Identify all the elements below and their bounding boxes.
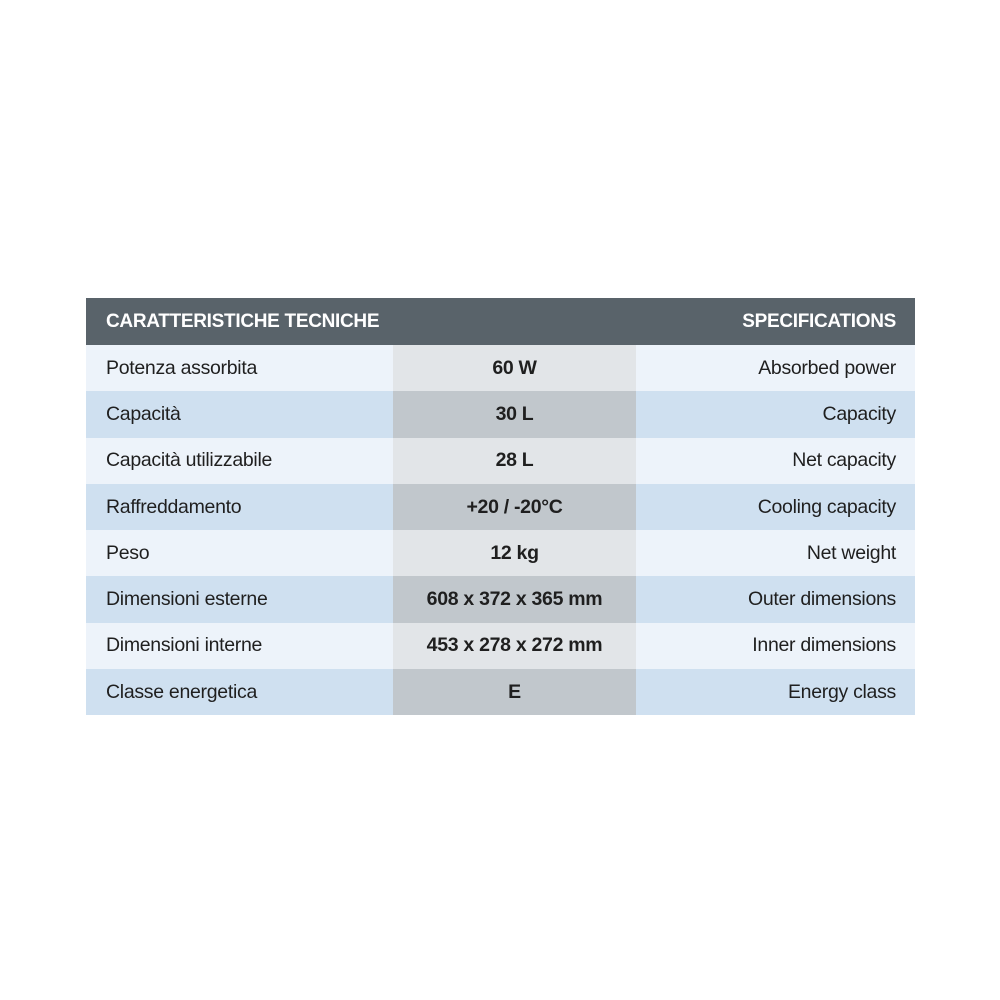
row-value: 608 x 372 x 365 mm [393,576,636,622]
table-row [86,391,915,437]
row-value: E [393,669,636,715]
row-label-english: Cooling capacity [636,484,915,530]
table-row [86,484,915,530]
row-label-english: Capacity [636,391,915,437]
table-row [86,438,915,484]
spec-table [86,298,915,715]
row-label-english: Inner dimensions [636,623,915,669]
row-label-italian: Capacità [86,391,393,437]
row-label-italian: Peso [86,530,393,576]
row-value: 30 L [393,391,636,437]
row-label-italian: Potenza assorbita [86,345,393,391]
row-label-english: Net capacity [636,438,915,484]
spec-table-header [86,298,915,345]
row-label-english: Net weight [636,530,915,576]
table-row [86,669,915,715]
row-label-italian: Dimensioni esterne [86,576,393,622]
row-value: 28 L [393,438,636,484]
row-label-italian: Dimensioni interne [86,623,393,669]
row-label-english: Outer dimensions [636,576,915,622]
row-label-italian: Classe energetica [86,669,393,715]
table-row [86,576,915,622]
table-row [86,530,915,576]
row-label-english: Absorbed power [636,345,915,391]
table-row [86,345,915,391]
table-row [86,623,915,669]
row-value: 453 x 278 x 272 mm [393,623,636,669]
header-title-italian: CARATTERISTICHE TECNICHE [106,310,380,332]
row-label-english: Energy class [636,669,915,715]
row-label-italian: Raffreddamento [86,484,393,530]
row-value: +20 / -20°C [393,484,636,530]
row-value: 60 W [393,345,636,391]
header-title-english: SPECIFICATIONS [742,310,896,332]
row-value: 12 kg [393,530,636,576]
row-label-italian: Capacità utilizzabile [86,438,393,484]
